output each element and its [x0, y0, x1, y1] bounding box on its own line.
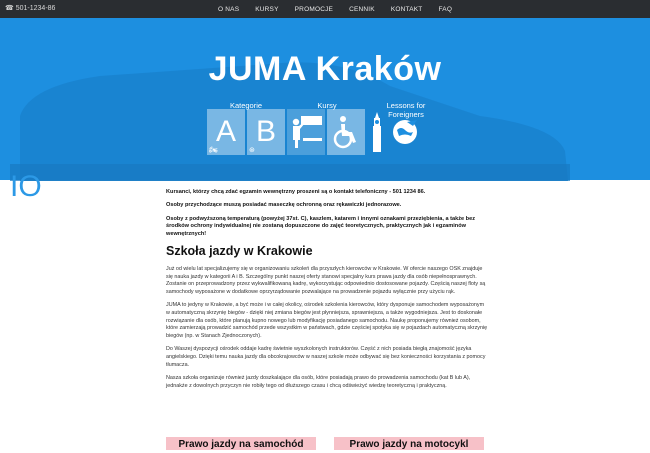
nav-item-promocje[interactable]: PROMOCJE — [294, 5, 334, 13]
paragraph-4: Nasza szkoła organizuje również jazdy doszkalające dla osób, które posiadają prawo do prowadzenia samochodu (kat B lub A), jednakże z dowolnych przyczyn nie robiły tego od dłuższego czasu i chcą odświeżyć wiedzę teoretyczną i praktyczną. — [166, 375, 471, 389]
big-ben-tile[interactable] — [367, 109, 387, 155]
phone-number: 501-1234-86 — [15, 4, 56, 12]
motorcycle-icon: 🏍 — [209, 147, 218, 154]
category-b-letter: B — [255, 115, 276, 148]
theory-course-tile[interactable] — [287, 109, 325, 155]
section-heading: Szkoła jazdy w Krakowie — [166, 244, 313, 259]
steering-wheel-icon: ⊛ — [249, 147, 255, 154]
globe-plane-tile[interactable] — [390, 109, 420, 155]
category-b-tile[interactable] — [247, 109, 285, 155]
cta-row — [166, 437, 488, 450]
nav-item-o-nas[interactable]: O NAS — [218, 5, 240, 13]
hero-title: JUMA Kraków — [208, 50, 442, 88]
nav-item-kontakt[interactable]: KONTAKT — [390, 5, 423, 13]
motorcycle-license-button[interactable]: Prawo jazdy na motocykl — [334, 437, 484, 450]
nav-item-cennik[interactable]: CENNIK — [349, 5, 375, 13]
label-kategorie: Kategorie — [229, 101, 263, 110]
label-kursy: Kursy — [317, 101, 337, 110]
svg-text:IO: IO — [10, 170, 42, 203]
paragraph-1: Już od wielu lat specjalizujemy się w organizowaniu szkoleń dla przyszłych kierowców w Krakowie. W ofercie naszego OSK znajduje się nauka jazdy w kategorii A i B. Szczególny punkt naszej oferty stanowi specjalny kurs prawa jazdy dla osób niepełnosprawnych. Zostanie on przeprowadzony przez wykwalifikowaną kadrę, wykorzystując odpowiednio dostosowane pojazdy. Częścią naszej floty są samochody wyposażone w dodatkowe oprzyrządowanie pozwalające na prowadzenie pojazdu wyłącznie przy użyciu rąk. — [166, 266, 486, 295]
category-a-tile[interactable] — [207, 109, 245, 155]
paragraph-2: JUMA to jedyny w Krakowie, a być może i w całej okolicy, ośrodek szkolenia kierowców, który dysponuje samochodem wyposażonym w automatyczną skrzynię biegów - dzięki niej zmiana biegów jest płynniejsza, sprawniejsza, a także wygodniejsza. Jest to doskonałe rozwiązanie dla osób, które planują kupno nowego lub modyfikację posiadanego samochodu. Naukę proponujemy również osobom, które zamierzają prowadzić samochód przede wszystkim w państwach, gdzie częściej spotyka się w pojazdach automatyczną skrzynię biegów (np. w Stanach Zjednoczonych). — [166, 302, 488, 339]
main-nav — [210, 0, 460, 18]
car-license-button[interactable]: Prawo jazdy na samochód — [166, 437, 316, 450]
notice-exam: Kursanci, którzy chcą zdać egzamin wewnętrzny proszeni są o kontakt telefoniczny - 501 1234 86. — [166, 189, 426, 195]
label-foreigners: Lessons for Foreigners — [386, 101, 426, 119]
nav-item-faq[interactable]: FAQ — [438, 5, 453, 13]
main-content — [166, 189, 488, 396]
notice-temperature: Osoby z podwyższoną temperaturą (powyżej 37st. C), kaszlem, katarem i innymi oznakami przeziębienia, a także bez środków ochrony indywidualnej nie zostaną dopuszczone do zajęć teoretycznych, praktycznych jak i egzaminów wewnętrznych! — [166, 215, 475, 237]
phone-icon: ☎ — [5, 5, 14, 12]
phone-contact[interactable] — [5, 4, 55, 12]
teacher-board-icon — [289, 114, 323, 150]
notice-masks: Osoby przychodzące muszą posiadać maseczkę ochronną oraz rękawiczki jednorazowe. — [166, 202, 402, 209]
top-navbar — [0, 0, 650, 18]
big-ben-icon — [370, 112, 384, 152]
wheelchair-icon — [331, 115, 361, 149]
globe-plane-icon — [391, 118, 419, 146]
nav-item-kursy[interactable]: KURSY — [255, 5, 279, 13]
paragraph-3: Do Waszej dyspozycji ośrodek oddaje kadrę świetnie wyszkolonych instruktorów. Część z nich posiada biegłą znajomość języka angielskiego. Dzięki temu nauka jazdy dla obcokrajowców w naszej szkole może odbywać się bez konieczności korzystania z pomocy tłumacza. — [166, 346, 486, 368]
disabled-course-tile[interactable] — [327, 109, 365, 155]
category-a-letter: A — [215, 115, 236, 148]
